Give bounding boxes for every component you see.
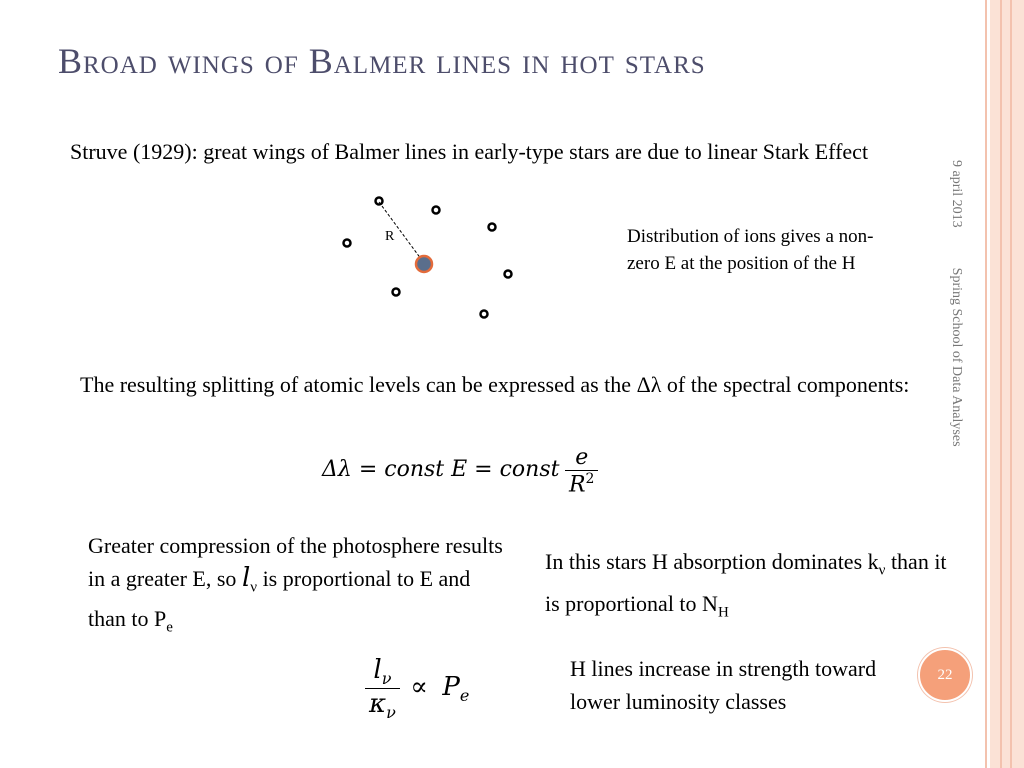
decor-stripe bbox=[1010, 0, 1012, 768]
decor-stripe bbox=[985, 0, 987, 768]
footer-event: Spring School of Data Analyses bbox=[949, 267, 964, 447]
compression-line: Greater compression of the photosphere results in a greater E, so bbox=[88, 533, 503, 591]
ion-dot bbox=[481, 311, 488, 318]
den-base: R bbox=[568, 472, 586, 498]
ion-dot bbox=[433, 207, 440, 214]
footer-date: 9 april 2013 bbox=[949, 160, 964, 228]
diagram-caption: Distribution of ions gives a non-zero E at the position of the H bbox=[627, 226, 874, 274]
conclusion-text: H lines increase in strength toward lower luminosity classes bbox=[570, 656, 877, 714]
ion-dot bbox=[393, 289, 400, 296]
opacity-formula bbox=[365, 655, 469, 722]
formula-denominator bbox=[565, 470, 599, 497]
hydrogen-atom bbox=[416, 256, 432, 272]
absorption-text bbox=[545, 545, 965, 630]
proportional-symbol: ∝ bbox=[410, 671, 428, 701]
nu-subscript: ν bbox=[878, 562, 886, 579]
num-sub: ν bbox=[381, 669, 392, 689]
decor-band bbox=[990, 0, 1024, 768]
absorption-mid: than it is proportional to N bbox=[545, 549, 947, 617]
absorption-line: In this stars H absorption dominates k bbox=[545, 549, 879, 574]
compression-mid: is proportional to E and than to P bbox=[88, 566, 471, 632]
slide-title: Broad wings of Balmer lines in hot stars bbox=[58, 41, 706, 81]
opacity-numerator bbox=[365, 655, 400, 688]
den-sub: ν bbox=[386, 703, 396, 723]
formula-numerator: e bbox=[575, 445, 589, 470]
rhs-sub: e bbox=[459, 685, 470, 705]
stark-formula bbox=[322, 445, 598, 497]
ion-dot bbox=[344, 240, 351, 247]
splitting-text: The resulting splitting of atomic levels can be expressed as the Δλ of the spectral components: bbox=[80, 372, 910, 397]
r-label: R bbox=[385, 229, 395, 244]
num-base: l bbox=[373, 655, 382, 685]
page-number-badge: 22 bbox=[918, 648, 972, 702]
ion-dot bbox=[505, 271, 512, 278]
formula-lhs: Δλ = const E = const bbox=[322, 457, 560, 483]
den-exponent: 2 bbox=[585, 471, 595, 487]
e-subscript: e bbox=[166, 619, 173, 636]
decor-stripe bbox=[1000, 0, 1002, 768]
sidebar-footer bbox=[948, 160, 964, 447]
l-symbol: l bbox=[241, 563, 251, 593]
compression-text bbox=[88, 530, 508, 644]
opacity-fraction bbox=[365, 655, 400, 722]
opacity-rhs bbox=[442, 671, 470, 705]
opacity-denominator bbox=[365, 688, 400, 722]
intro-text: Struve (1929): great wings of Balmer lines in early-type stars are due to linear Stark Effect bbox=[70, 139, 869, 164]
rhs-base: P bbox=[442, 671, 460, 702]
h-subscript: H bbox=[717, 604, 729, 621]
den-base: κ bbox=[369, 689, 387, 720]
nu-subscript: ν bbox=[250, 579, 258, 596]
ion-distribution-diagram bbox=[330, 185, 530, 325]
ion-dot bbox=[489, 224, 496, 231]
formula-fraction bbox=[565, 445, 599, 497]
ion-dot bbox=[376, 198, 383, 205]
